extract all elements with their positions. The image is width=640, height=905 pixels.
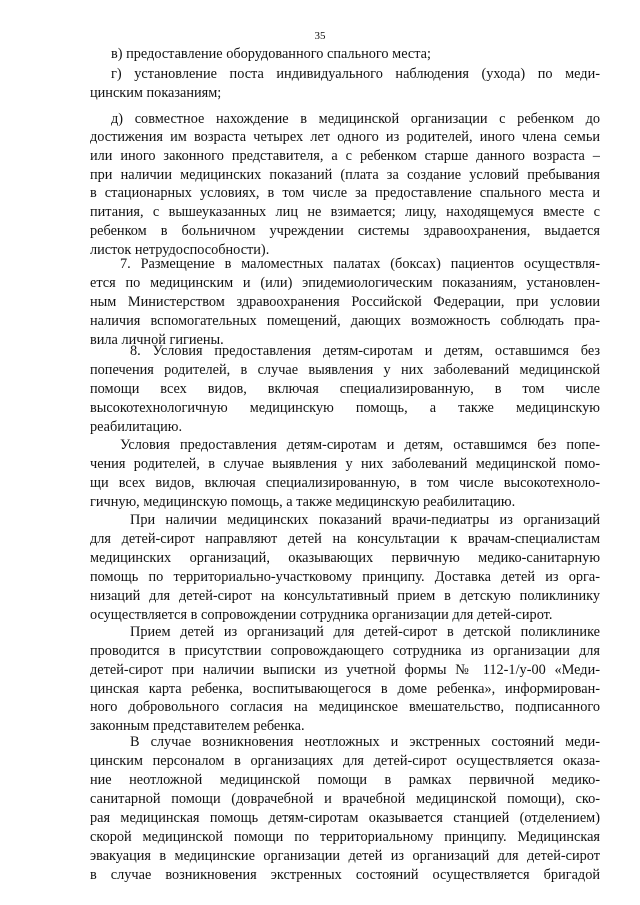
text-line: ным Министерством здравоохранения Российской Федерации, при условии bbox=[90, 294, 600, 310]
text-line: для детей-сирот направляют детей на консультации к врачам-специалистам bbox=[90, 531, 600, 547]
text-line: в случае возникновения экстренных состояний осуществляется бригадой bbox=[90, 867, 600, 883]
text-line: ется по медицинским и (или) эпидемиологическим показаниям, установлен- bbox=[90, 275, 600, 291]
text-line: питания, с вышеуказанных лиц не взимается; лицу, находящемуся вместе с bbox=[90, 204, 600, 220]
text-line: проводится в присутствии сопровождающего сотрудника из организации для bbox=[90, 643, 600, 659]
text-line: 7. Размещение в маломестных палатах (боксах) пациентов осуществля- bbox=[120, 256, 600, 272]
text-line: низаций для детей-сирот на консультативный прием в детскую поликлинику bbox=[90, 588, 600, 604]
text-line: 8. Условия предоставления детям-сиротам и детям, оставшимся без bbox=[130, 343, 600, 359]
text-line: достижения им возраста четырех лет одного из родителей, иного члена семьи bbox=[90, 129, 600, 145]
text-line: высокотехнологичную медицинскую помощь, а также медицинскую bbox=[90, 400, 600, 416]
text-line: законным представителем ребенка. bbox=[90, 718, 305, 734]
text-line: наличия вспомогательных помещений, дающих возможность соблюдать пра- bbox=[90, 313, 600, 329]
text-line: ние неотложной медицинской помощи в рамках первичной медико- bbox=[90, 772, 600, 788]
text-line: эвакуация в медицинские организации детей из организаций для детей-сирот bbox=[90, 848, 600, 864]
text-line: В случае возникновения неотложных и экстренных состояний меди- bbox=[130, 734, 600, 750]
text-line: или иного законного представителя, а с ребенком старше данного возраста – bbox=[90, 148, 600, 164]
text-line: в) предоставление оборудованного спального места; bbox=[111, 46, 431, 62]
text-line: цинским показаниям; bbox=[90, 85, 222, 101]
text-line: скорой медицинской помощи по территориальному принципу. Медицинская bbox=[90, 829, 600, 845]
text-line: помощь по территориально-участковому принципу. Доставка детей из орга- bbox=[90, 569, 600, 585]
page-number: 35 bbox=[314, 30, 326, 42]
text-line: листок нетрудоспособности). bbox=[90, 242, 270, 258]
text-line: реабилитацию. bbox=[90, 419, 183, 435]
text-line: осуществляется в сопровождении сотрудника организации для детей-сирот. bbox=[90, 607, 553, 623]
text-line: чения родителей, в случае выявления у них заболеваний медицинской помо- bbox=[90, 456, 600, 472]
text-line: в стационарных условиях, в том числе за предоставление спального места и bbox=[90, 185, 600, 201]
text-line: г) установление поста индивидуального наблюдения (ухода) по меди- bbox=[111, 66, 600, 82]
text-line: ного добровольного согласия на медицинское вмешательство, подписанного bbox=[90, 699, 600, 715]
text-line: рая медицинская помощь детям-сиротам оказывается станцией (отделением) bbox=[90, 810, 600, 826]
text-line: медицинских организаций, оказывающих первичную медико-санитарную bbox=[90, 550, 600, 566]
text-line: детей-сирот при наличии выписки из учетной формы № 112-1/у-00 «Меди- bbox=[90, 662, 600, 678]
text-line: Прием детей из организаций для детей-сирот в детской поликлинике bbox=[130, 624, 600, 640]
text-line: д) совместное нахождение в медицинской организации с ребенком до bbox=[111, 111, 600, 127]
text-line: цинским персоналом в организациях для детей-сирот осуществляется оказа- bbox=[90, 753, 600, 769]
text-line: вила личной гигиены. bbox=[90, 332, 224, 348]
text-line: При наличии медицинских показаний врачи-педиатры из организаций bbox=[130, 512, 600, 528]
text-line: санитарной помощи (доврачебной и врачебной медицинской помощи), ско- bbox=[90, 791, 600, 807]
text-line: попечения родителей, в случае выявления у них заболеваний медицинской bbox=[90, 362, 600, 378]
text-line: гичную, медицинскую помощь, а также медицинскую реабилитацию. bbox=[90, 494, 516, 510]
text-line: цинская карта ребенка, воспитывающегося в доме ребенка», информирован- bbox=[90, 681, 600, 697]
text-line: ребенком в больничном учреждении системы здравоохранения, выдается bbox=[90, 223, 600, 239]
text-line: Условия предоставления детям-сиротам и детям, оставшимся без попе- bbox=[120, 437, 600, 453]
text-line: помощи всех видов, включая специализированную, в том числе bbox=[90, 381, 600, 397]
text-line: при наличии медицинских показаний (плата за создание условий пребывания bbox=[90, 167, 600, 183]
text-line: щи всех видов, включая специализированную, в том числе высокотехноло- bbox=[90, 475, 600, 491]
